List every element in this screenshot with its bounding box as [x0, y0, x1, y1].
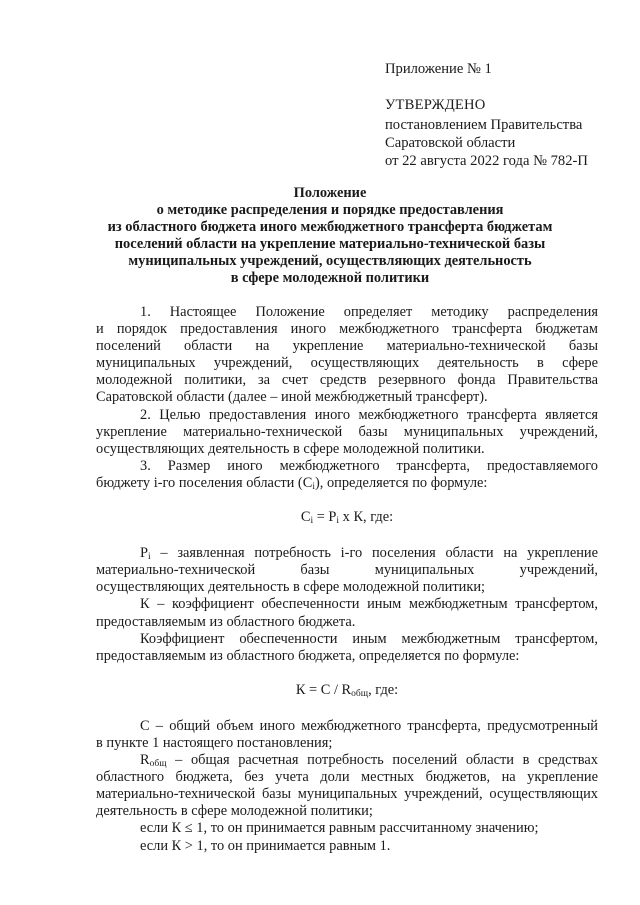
document-title — [80, 185, 580, 287]
paragraph-1: 1. Настоящее Положение определяет методику распределения и порядок предоставления иного межбюджетного трансферта бюджетам поселений области на укрепление материально-технической базы муниципальных учреждений, осуществляющих деятельность в сфере молодежной политики, за счет средств резервного фонда Правительства Саратовской области (далее – иной межбюджетный трансферт). — [96, 304, 598, 406]
definition-pi: $Р_i$ – заявленная потребность i-го поселения области на укрепление материально-технической базы муниципальных учреждений, осуществляющих деятельность в сфере молодежной политики; — [96, 545, 598, 596]
definition-r: $R_{общ}$ – общая расчетная потребность поселений области в средствах областного бюджета, без учета доли местных бюджетов, на укрепление материально-технической базы муниципальных учреждений, осуществляющих деятельность в сфере молодежной политики; — [96, 752, 598, 820]
definition-c: С – общий объем иного межбюджетного трансферта, предусмотренный в пункте 1 настоящего постановления; — [96, 717, 598, 751]
approved-stamp: УТВЕРЖДЕНО — [385, 97, 486, 113]
title-line-4: поселений области на укрепление материально-технической базы — [114, 236, 546, 252]
coefficient-paragraph: Коэффициент обеспеченности иным межбюджетным трансфертом, предоставляемым из областного бюджета, определяется по формуле: — [96, 630, 598, 664]
formula-ci: $С_i = Р_i$ х К, где: — [300, 509, 394, 527]
formula-k: $К = С / R_{общ}$, где: — [295, 681, 399, 699]
title-line-5: муниципальных учреждений, осуществляющих деятельность — [128, 253, 532, 269]
title-line-2: о методике распределения и порядке предоставления — [156, 202, 504, 218]
approval-line-3: от 22 августа 2022 года № 782-П — [385, 153, 588, 169]
title-line-6: в сфере молодежной политики — [230, 270, 430, 286]
title-line-1: Положение — [293, 185, 367, 201]
paragraph-3: 3. Размер иного межбюджетного трансферта, предоставляемого бюджету i-го поселения области $(С_i)$, определяется по формуле: — [96, 457, 598, 492]
approval-line-1: постановлением Правительства — [385, 117, 583, 133]
title-line-3: из областного бюджета иного межбюджетного трансферта бюджетам — [107, 219, 553, 235]
approval-line-2: Саратовской области — [385, 135, 516, 151]
condition-2: если К > 1, то он принимается равным 1. — [140, 837, 391, 854]
appendix-number: Приложение № 1 — [385, 61, 492, 77]
document-body — [96, 304, 598, 855]
condition-1: если К ≤ 1, то он принимается равным рассчитанному значению; — [140, 820, 539, 837]
paragraph-2: 2. Целью предоставления иного межбюджетного трансферта является укрепление материально-технической базы муниципальных учреждений, осуществляющих деятельность в сфере молодежной политики. — [96, 406, 598, 457]
approval-block — [385, 60, 625, 170]
definition-k: К – коэффициент обеспеченности иным межбюджетным трансфертом, предоставляемым из областного бюджета. — [96, 596, 598, 630]
